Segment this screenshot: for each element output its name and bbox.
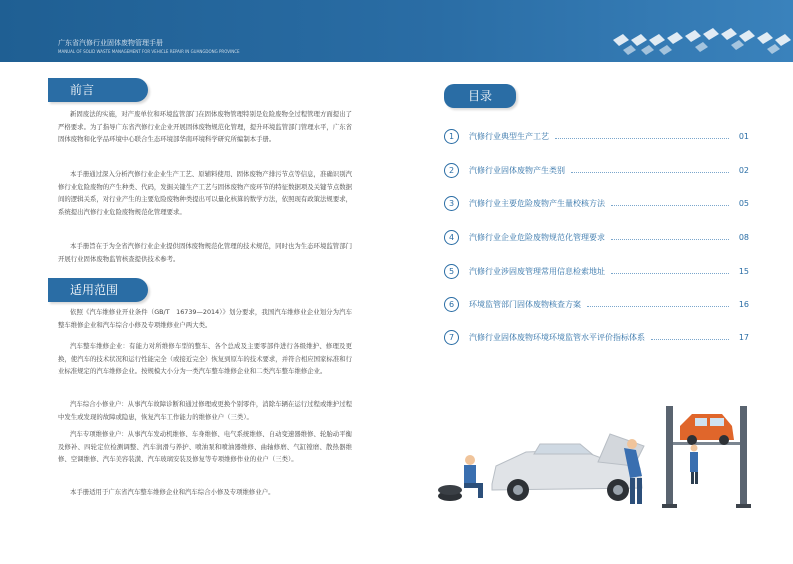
- toc-page: 01: [738, 131, 749, 141]
- toc-label: 汽修行业主要危险废物产生量校核方法: [469, 198, 605, 208]
- tire-stack-icon: [438, 485, 462, 501]
- toc-page: 15: [738, 266, 749, 276]
- toc-leader: [555, 138, 729, 139]
- toc-page: 02: [738, 165, 749, 175]
- manual-title: 广东省汽修行业固体废物管理手册: [58, 39, 163, 47]
- toc-page: 08: [738, 232, 749, 242]
- car-icon: [492, 434, 644, 501]
- toc-number: 1: [444, 129, 459, 144]
- toc-item[interactable]: [444, 161, 749, 179]
- toc-number: 6: [444, 297, 459, 312]
- scope-paragraph-4: 汽车专项维修业户：从事汽车发动机维修、车身维修、电气系统维修、自动变速器维修、轮胎动平衡及修补、四轮定位检测调整、汽车润滑与养护、喷油泵和喷油器维修、曲轴修磨、气缸镗磨、散热器维修、空调维修、汽车美容装潢、汽车玻璃安装及修复等专项维修作业的业户（三类）。: [58, 430, 352, 463]
- toc-label: 汽修行业典型生产工艺: [469, 131, 549, 141]
- manual-subtitle: MANUAL OF SOLID WASTE MANAGEMENT FOR VEHICLE REPAIR IN GUANGDONG PROVINCE: [58, 49, 240, 54]
- toc-number: 2: [444, 163, 459, 178]
- toc-leader: [587, 306, 729, 307]
- car-repair-illustration: [430, 396, 760, 516]
- scope-heading: 适用范围: [48, 278, 148, 302]
- toc-leader: [611, 273, 729, 274]
- toc-page: 16: [738, 299, 749, 309]
- toc-leader: [651, 339, 729, 340]
- scope-paragraph-2: 汽车整车维修企业：有能力对所维修车型的整车、各个总成及主要零部件进行各级维护、修理及更换，使汽车的技术状况和运行性能完全（或接近完全）恢复到原车的技术要求，并符合相应国家标准和行业标准规定的汽车维修企业。按规模大小分为一类汽车整车维修企业和二类汽车整车维修企业。: [58, 342, 352, 375]
- toc-label: 汽修行业固体废物产生类别: [469, 165, 565, 175]
- scope-paragraph-3: 汽车综合小修业户：从事汽车故障诊断和通过修理或更换个别零件，消除车辆在运行过程或维护过程中发生或发现的故障或隐患，恢复汽车工作能力的维修业户（三类）。: [58, 400, 352, 421]
- car-lift-icon: [662, 406, 751, 508]
- toc-number: 7: [444, 330, 459, 345]
- toc-item[interactable]: [444, 228, 749, 246]
- toc-label: 环境监管部门固体废物核查方案: [469, 299, 581, 309]
- toc-number: 5: [444, 264, 459, 279]
- toc-leader: [611, 239, 729, 240]
- toc-item[interactable]: [444, 328, 749, 346]
- toc-label: 汽修行业企业危险废物规范化管理要求: [469, 232, 605, 242]
- toc-item[interactable]: [444, 127, 749, 145]
- toc-number: 3: [444, 196, 459, 211]
- scope-paragraph-1: 依照《汽车维修业开业条件（GB/T 16739—2014）》划分要求，我国汽车维修业企业划分为汽车整车维修企业和汽车综合小修及专项维修业户两大类。: [58, 308, 352, 329]
- mechanic-icon: [690, 445, 698, 485]
- preface-paragraph-3: 本手册旨在于为全省汽修行业企业提供固体废物规范化管理的技术规范，同时也为生态环境监管部门开展行业固体废物监管核查提供技术参考。: [58, 242, 352, 263]
- toc-label: 汽修行业涉固废管理常用信息检索地址: [469, 266, 605, 276]
- toc-heading: 目录: [444, 84, 516, 108]
- toc-leader: [611, 205, 729, 206]
- toc-item[interactable]: [444, 295, 749, 313]
- toc-label: 汽修行业固体废物环境环境监管水平评价指标体系: [469, 332, 645, 342]
- toc-leader: [571, 172, 729, 173]
- toc-number: 4: [444, 230, 459, 245]
- scope-paragraph-5: 本手册适用于广东省汽车整车维修企业和汽车综合小修及专项维修业户。: [70, 488, 275, 496]
- preface-paragraph-1: 新固废法的实施，对产废单位和环境监管部门在固体废物管理特别是危险废物全过程管理方面提出了严格要求。为了指导广东省汽修行业企业开展固体废物规范化管理，提升环境监管部门管理水平，广东省固体废物和化学品环境中心联合生态环境部华南环境科学研究所编制本手册。: [58, 110, 352, 143]
- toc-item[interactable]: [444, 262, 749, 280]
- tire-track-decoration: [603, 0, 793, 62]
- preface-paragraph-2: 本手册通过深入分析汽修行业企业生产工艺、原辅料使用、固体废物产排污节点等信息，准确识别汽修行业危险废物的产生种类、代码，发掘关键生产工艺与固体废物产废环节的特征数据项及关键节点数据间的逻辑关系，对行业产生的主要危险废物种类提出可以量化核算的数学方法，依照现有政策法规要求，系统提出汽修行业危险废物规范化管理要求。: [58, 170, 352, 216]
- preface-heading: 前言: [48, 78, 148, 102]
- toc-item[interactable]: [444, 194, 749, 212]
- mechanic-icon: [464, 455, 483, 498]
- toc-page: 17: [738, 332, 749, 342]
- toc-page: 05: [738, 198, 749, 208]
- header-banner: [0, 0, 793, 62]
